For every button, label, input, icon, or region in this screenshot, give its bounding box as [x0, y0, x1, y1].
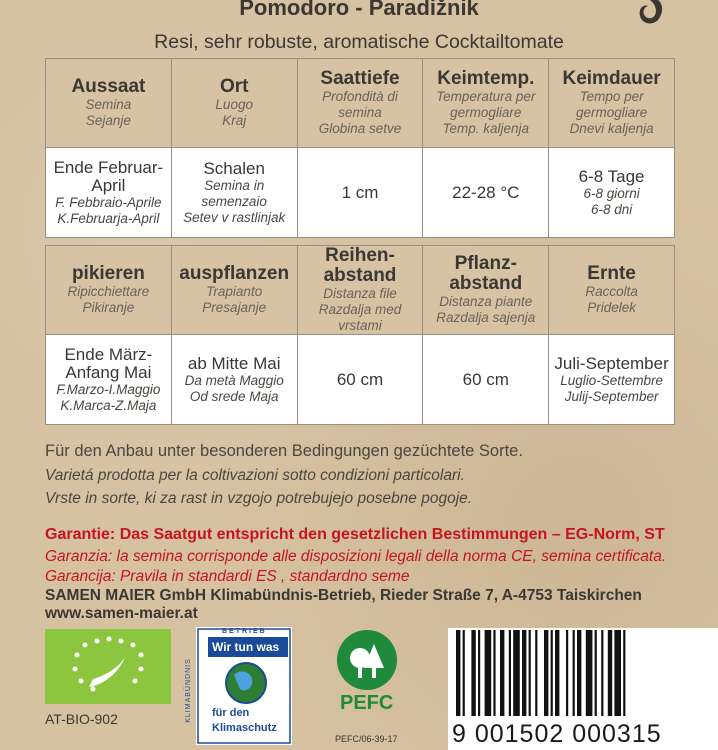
value-it: Da metà Maggio: [184, 372, 284, 388]
header-sl: Presajanje: [202, 300, 267, 315]
header-de: Ernte: [587, 263, 636, 284]
value-cell: [549, 148, 675, 238]
header-sl: Dnevi kaljenja: [569, 121, 654, 136]
value-sl: K.Februarja-April: [57, 210, 160, 226]
header-de: Saattiefe: [320, 68, 400, 89]
value-it: F. Febbraio-Aprile: [55, 194, 162, 210]
value-cell: [171, 335, 297, 425]
value-sl: Od srede Maja: [189, 388, 279, 404]
planting-value-row: [46, 335, 675, 425]
header-it: Distanza file: [323, 286, 397, 301]
header-cell: [549, 59, 675, 148]
header-sl: Pridelek: [587, 300, 636, 315]
klima-top-text: BETRIEB: [222, 628, 267, 635]
header-it: Semina: [85, 97, 132, 112]
value-de: Ende März-Anfang Mai: [64, 344, 153, 382]
value-it: F.Marzo-I.Maggio: [56, 381, 161, 397]
page-title: Pomodoro - Paradižnik: [239, 0, 479, 20]
value-de: 60 cm: [336, 369, 384, 389]
klima-side-text: KLIMABÜNDNIS: [184, 658, 192, 723]
header-it: Distanza piante: [439, 294, 533, 309]
header-de: auspflanzen: [179, 263, 290, 284]
header-it: Luogo: [215, 97, 253, 112]
organic-control-code: AT-BIO-902: [45, 711, 118, 727]
header-cell: [423, 59, 549, 148]
value-cell: [46, 335, 172, 425]
value-cell: [423, 148, 549, 238]
header-cell: [171, 59, 297, 148]
value-sl: Setev v rastlinjak: [183, 209, 286, 225]
pefc-certificate-code: PEFC/06-39-17: [335, 734, 398, 744]
klima-bottom-line2: Klimaschutz: [212, 722, 277, 734]
header-de: Aussaat: [71, 76, 146, 97]
header-sl: Temp. kaljenja: [442, 121, 530, 136]
value-it: 6-8 giorni: [583, 185, 640, 201]
header-it: Temperatura per germogliare: [436, 89, 536, 120]
value-sl: Julij-September: [564, 388, 659, 404]
website-link[interactable]: www.samen-maier.at: [45, 605, 198, 622]
header-sl: Pikiranje: [82, 300, 135, 315]
guarantee-it: Garanzia: la semina corrisponde alle disposizioni legali della norma CE, semina certificata.: [45, 548, 667, 565]
header-cell: [423, 246, 549, 335]
note-it: Varietá prodotta per la coltivazioni sotto condizioni particolari.: [45, 467, 465, 484]
header-de: pikieren: [71, 263, 145, 284]
planting-header-row: [46, 246, 675, 335]
guarantee-sl: Garancija: Pravila in standardi ES , standardno seme: [45, 568, 410, 585]
header-cell: [297, 59, 423, 148]
note-sl: Vrste in sorte, ki za rast in vzgojo potrebujejo posebne pogoje.: [45, 490, 473, 507]
sowing-value-row: [46, 148, 675, 238]
klima-bottom-line1: für den: [212, 707, 250, 719]
header-cell: [171, 246, 297, 335]
barcode-number: 9 001502 000315: [452, 720, 662, 748]
value-de: 6-8 Tage: [578, 166, 645, 186]
header-de: Reihen-abstand: [323, 245, 397, 286]
value-cell: [549, 335, 675, 425]
barcode-bars: [448, 628, 718, 718]
value-de: Schalen: [203, 158, 265, 178]
note-de: Für den Anbau unter besonderen Bedingungen gezüchtete Sorte.: [45, 442, 523, 460]
header-de: Keimtemp.: [437, 68, 535, 89]
guarantee-de: Garantie: Das Saatgut entspricht den gesetzlichen Bestimmungen – EG-Norm, ST: [45, 526, 665, 543]
pefc-name: PEFC: [340, 692, 394, 714]
value-de: Juli-September: [554, 353, 669, 373]
value-cell: [297, 148, 423, 238]
header-de: Pflanz-abstand: [449, 253, 523, 294]
brand-leaf-icon: [628, 0, 668, 24]
header-cell: [46, 59, 172, 148]
value-cell: [297, 335, 423, 425]
header-sl: Razdalja sajenja: [436, 310, 536, 325]
header-it: Tempo per germogliare: [575, 89, 648, 120]
value-sl: K.Marca-Z.Maja: [60, 397, 157, 413]
value-cell: [423, 335, 549, 425]
value-de: ab Mitte Mai: [187, 353, 281, 373]
header-de: Keimdauer: [562, 68, 661, 89]
header-de: Ort: [219, 76, 249, 97]
header-sl: Kraj: [222, 113, 247, 128]
planting-table: [45, 245, 675, 425]
variety-description: Resi, sehr robuste, aromatische Cocktailtomate: [154, 31, 564, 53]
header-cell: [46, 246, 172, 335]
value-de: 1 cm: [341, 182, 379, 202]
sowing-table: [45, 58, 675, 238]
header-cell: [549, 246, 675, 335]
eu-organic-leaf-logo: [45, 629, 171, 704]
value-de: 22-28 °C: [452, 182, 520, 202]
value-cell: [171, 148, 297, 238]
value-it: Luglio-Settembre: [560, 372, 663, 388]
klima-slogan: Wir tun was: [212, 640, 280, 654]
header-it: Raccolta: [585, 284, 638, 299]
pefc-logo: [330, 628, 405, 728]
header-it: Trapianto: [206, 284, 263, 299]
value-it: Semina in semenzaio: [201, 177, 267, 209]
company-address: SAMEN MAIER GmbH Klimabündnis-Betrieb, Rieder Straße 7, A-4753 Taiskirchen: [45, 587, 642, 604]
sowing-header-row: [46, 59, 675, 148]
header-it: Profondità di semina: [322, 89, 398, 120]
header-sl: Sejanje: [85, 113, 131, 128]
header-sl: Razdalja med vrstami: [318, 302, 402, 333]
header-sl: Globina setve: [318, 121, 402, 136]
klimabuendnis-logo: [184, 627, 292, 745]
value-sl: 6-8 dni: [590, 201, 633, 217]
value-cell: [46, 148, 172, 238]
value-de: Ende Februar-April: [53, 157, 164, 195]
value-de: 60 cm: [462, 369, 509, 389]
header-cell: [297, 246, 423, 335]
header-it: Ripicchiettare: [67, 284, 150, 299]
